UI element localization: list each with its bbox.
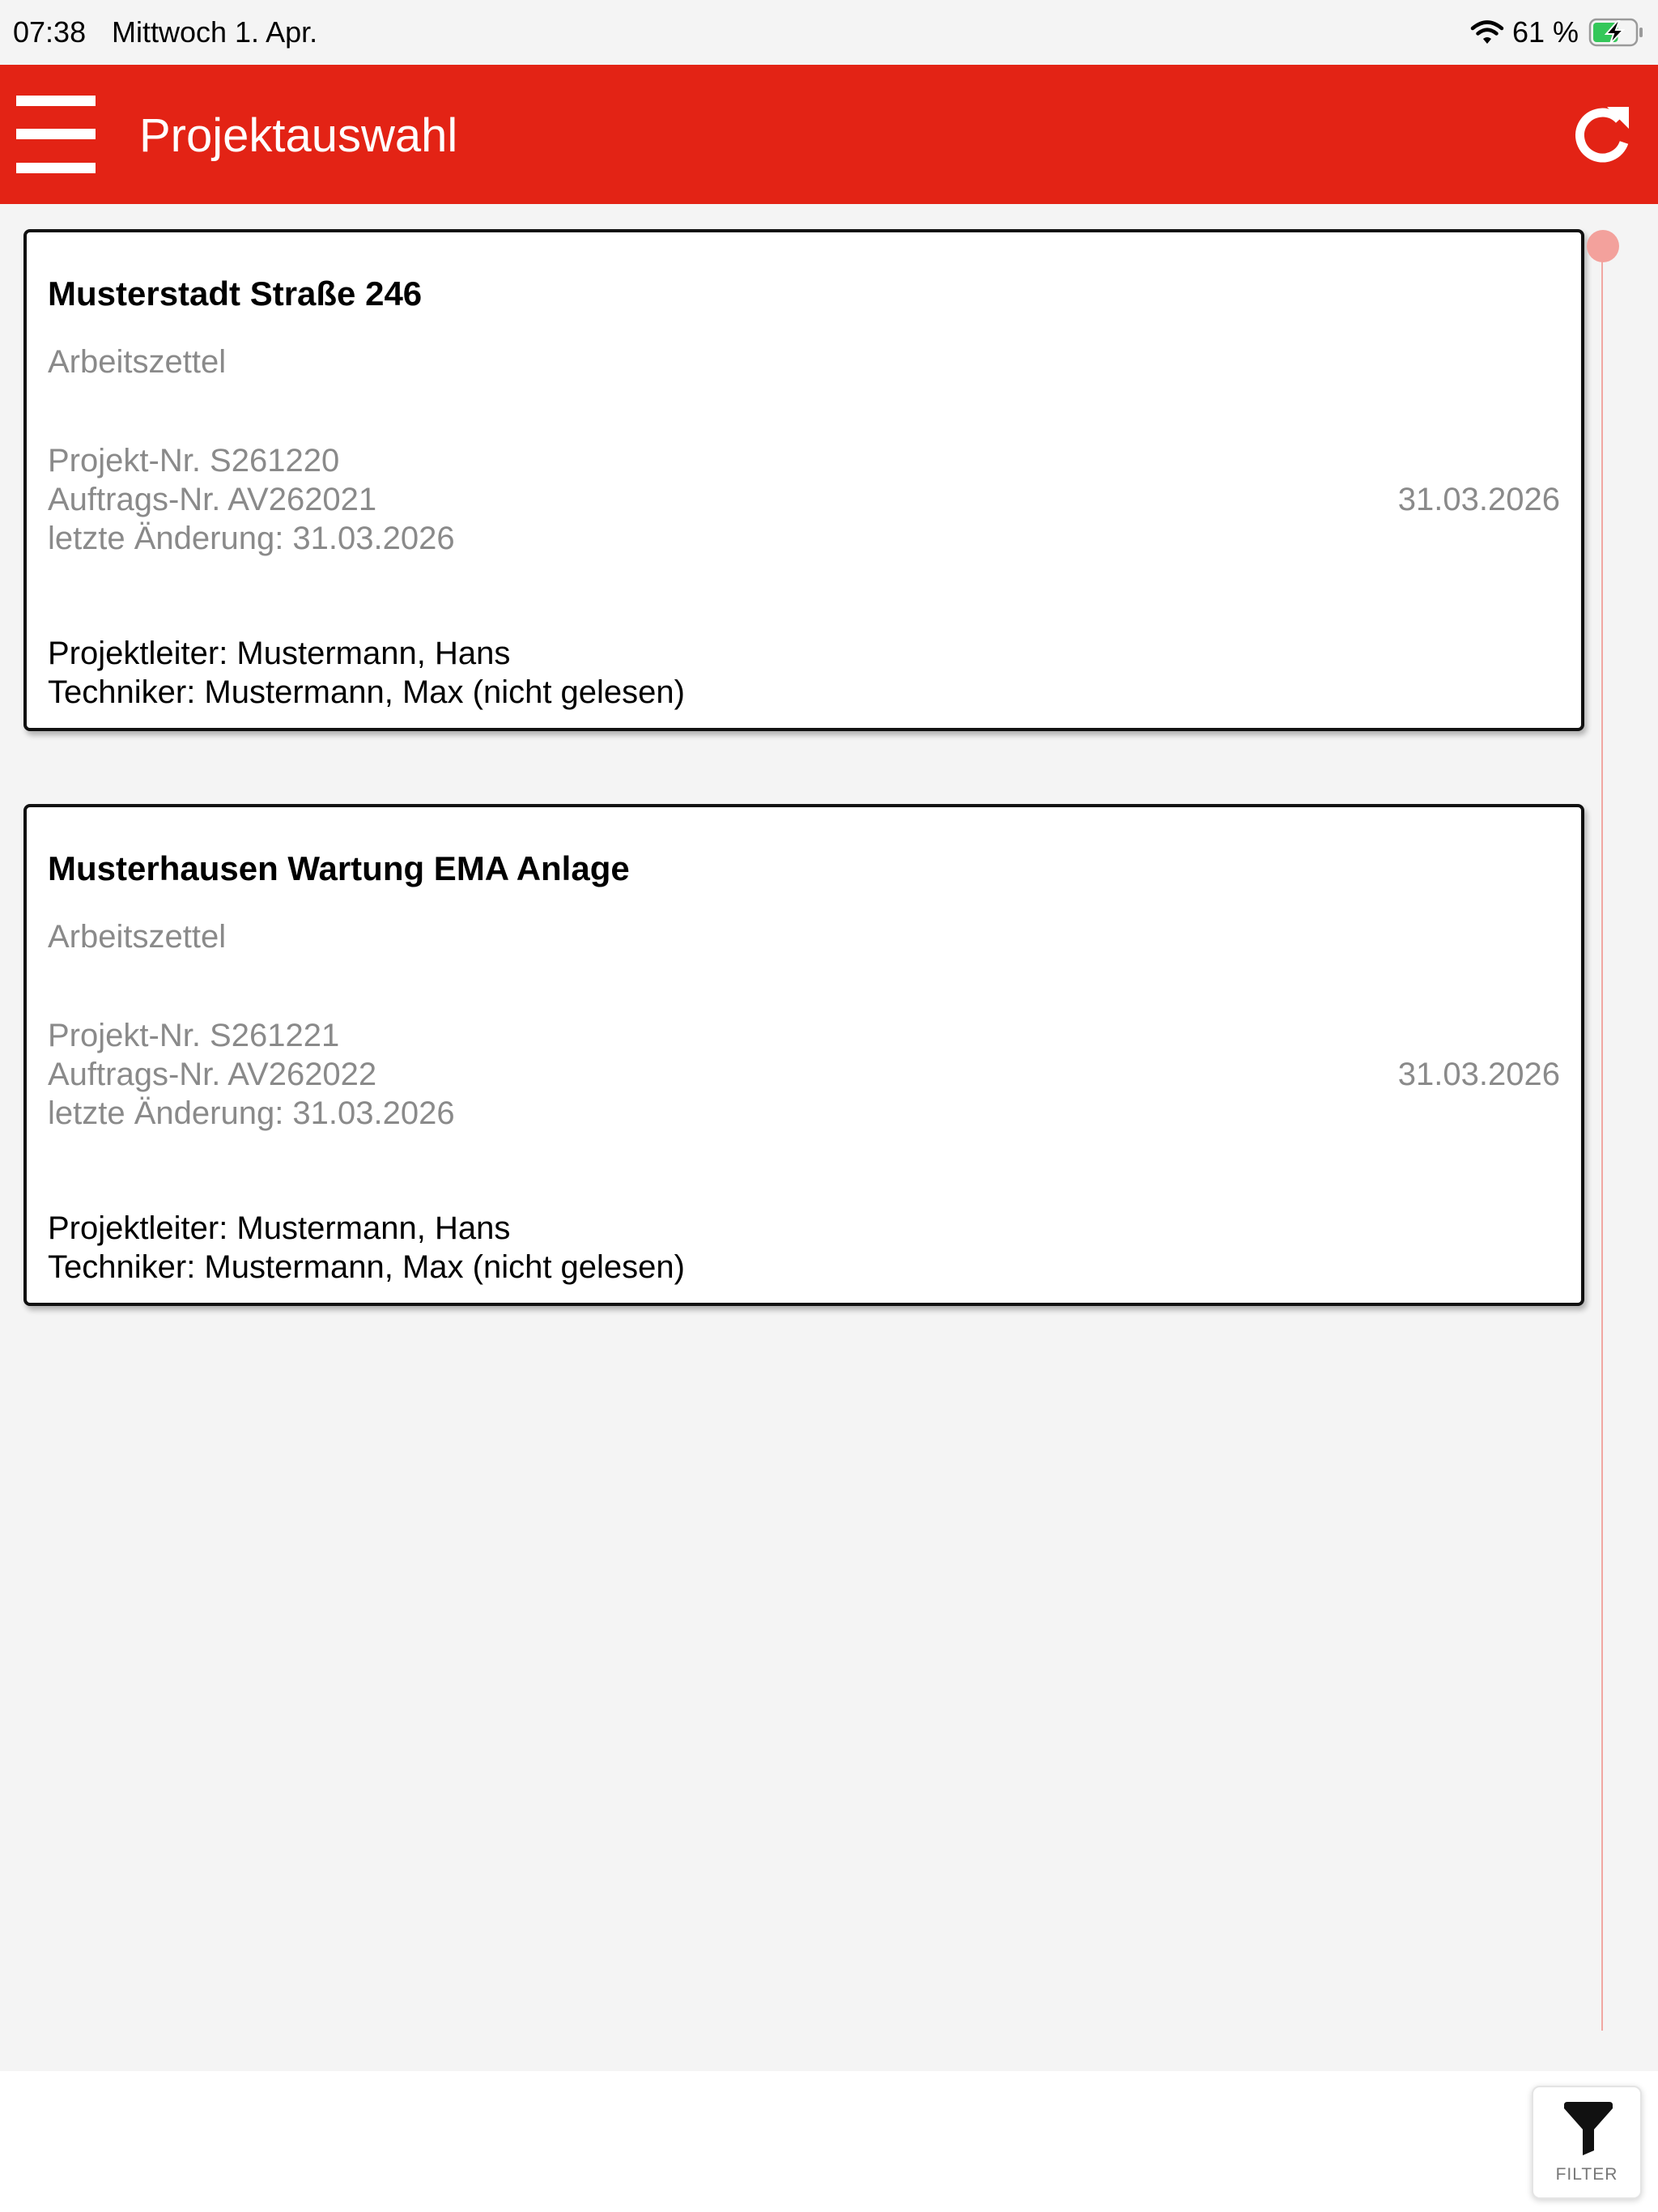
scrollbar-track[interactable] — [1601, 240, 1603, 2031]
hamburger-menu-icon[interactable] — [16, 96, 96, 173]
project-type: Arbeitszettel — [48, 344, 227, 380]
project-title: Musterhausen Wartung EMA Anlage — [48, 849, 630, 887]
refresh-icon[interactable] — [1571, 100, 1635, 165]
project-list — [0, 204, 1658, 2071]
status-indicators — [1470, 15, 1645, 50]
status-time: 07:38 — [13, 15, 87, 49]
technician: Techniker: Mustermann, Max (nicht gelesen) — [48, 1249, 685, 1285]
project-number: Projekt-Nr. S261221 — [48, 1018, 340, 1053]
app-header — [0, 65, 1658, 204]
last-change: letzte Änderung: 31.03.2026 — [48, 521, 455, 556]
battery-percentage: 61 % — [1511, 15, 1579, 49]
status-bar — [0, 0, 1658, 65]
page-title: Projektauswahl — [139, 109, 458, 162]
order-number: Auftrags-Nr. AV262022 — [48, 1057, 377, 1092]
technician: Techniker: Mustermann, Max (nicht gelesen) — [48, 674, 685, 710]
status-date: Mittwoch 1. Apr. — [112, 15, 318, 49]
project-card[interactable] — [23, 229, 1584, 731]
order-number: Auftrags-Nr. AV262021 — [48, 482, 377, 517]
filter-icon — [1562, 2102, 1614, 2155]
last-change: letzte Änderung: 31.03.2026 — [48, 1095, 455, 1131]
project-number: Projekt-Nr. S261220 — [48, 443, 340, 479]
project-lead: Projektleiter: Mustermann, Hans — [48, 1210, 511, 1246]
scrollbar-thumb[interactable] — [1587, 230, 1619, 262]
bottom-bar — [0, 2071, 1658, 2212]
project-date: 31.03.2026 — [1397, 482, 1560, 517]
wifi-icon — [1470, 19, 1504, 45]
filter-label: FILTER — [1555, 2165, 1618, 2184]
project-type: Arbeitszettel — [48, 919, 227, 955]
project-card[interactable] — [23, 804, 1584, 1306]
battery-charging-icon — [1588, 18, 1645, 47]
project-lead: Projektleiter: Mustermann, Hans — [48, 636, 511, 671]
project-date: 31.03.2026 — [1397, 1057, 1560, 1092]
filter-button[interactable] — [1532, 2086, 1642, 2199]
project-title: Musterstadt Straße 246 — [48, 274, 423, 313]
